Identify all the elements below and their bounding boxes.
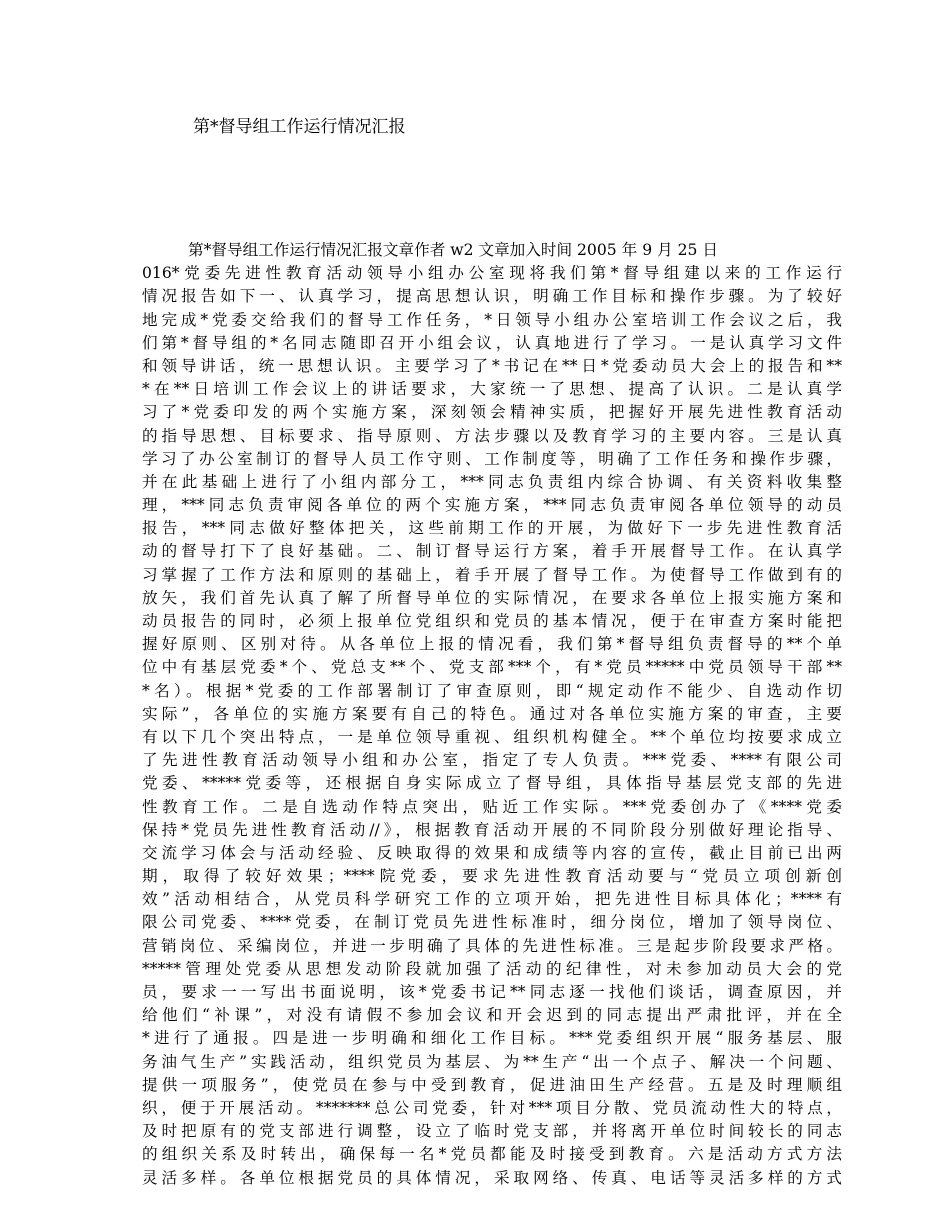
body-text-line: 报告，***同志做好整体把关，这些前期工作的开展，为做好下一步先进性教育活: [142, 519, 842, 538]
body-text-line: 放矢，我们首先认真了解了所督导单位的实际情况，在要求各单位上报实施方案和: [142, 588, 842, 607]
body-text-line: 理，***同志负责审阅各单位的两个实施方案，***同志负责审阅各单位领导的动员: [142, 496, 842, 515]
body-text-line: 提供一项服务”，使党员在参与中受到教育，促进油田生产经营。五是及时理顺组: [142, 1075, 842, 1094]
body-text-line: 动员报告的同时，必须上报单位党组织和党员的基本情况，便于在审查方案时能把: [142, 612, 842, 630]
body-text-line: 的组织关系及时转出，确保每一名*党员都能及时接受到教育。六是活动方式方法: [142, 1145, 842, 1164]
body-text-line: *****管理处党委从思想发动阶段就加强了活动的纪律性，对未参加动员大会的党: [142, 959, 842, 978]
body-text-line: 学习了办公室制订的督导人员工作守则、工作制度等，明确了工作任务和操作步骤，: [142, 449, 842, 468]
body-text-line: 灵活多样。各单位根据党员的具体情况，采取网络、传真、电话等灵活多样的方式: [142, 1168, 842, 1187]
body-text-line: 保持*党员先进性教育活动//》，根据教育活动开展的不同阶段分别做好理论指导、: [142, 820, 842, 839]
body-text-line: 地完成*党委交给我们的督导工作任务，*日领导小组办公室培训工作会议之后，我: [142, 310, 842, 329]
body-text-line: 习了*党委印发的两个实施方案，深刻领会精神实质，把握好开展先进性教育活动: [142, 403, 842, 422]
body-text-line: 及时把原有的党支部进行调整，设立了临时党支部，并将离开单位时间较长的同志: [142, 1122, 842, 1141]
body-text-line: 效”活动相结合，从党员科学研究工作的立项开始，把先进性目标具体化；****有: [142, 890, 842, 909]
body-text-line: 位中有基层党委*个、党总支**个、党支部***个，有*党员*****中党员领导干部**: [142, 658, 842, 677]
body-text-line: 党委、*****党委等，还根据自身实际成立了督导组，具体指导基层党支部的先进: [142, 774, 842, 793]
body-text-line: *在**日培训工作会议上的讲话要求，大家统一了思想、提高了认识。二是认真学: [142, 380, 842, 399]
body-text-line: 限公司党委、****党委，在制订党员先进性标准时，细分岗位，增加了领导岗位、: [142, 913, 842, 932]
body-text-line: 期，取得了较好效果；****院党委，要求先进性教育活动要与“党员立项创新创: [142, 867, 842, 886]
body-text-line: 并在此基础上进行了小组内部分工，***同志负责组内综合协调、有关资料收集整: [142, 472, 842, 491]
document-body: [142, 239, 842, 1190]
body-text-line: 交流学习体会与活动经验、反映取得的效果和成绩等内容的宣传，截止目前已出两: [142, 843, 842, 862]
body-text-line: 们第*督导组的*名同志随即召开小组会议，认真地进行了学习。一是认真学习文件: [142, 333, 842, 352]
body-text-line: 习掌握了工作方法和原则的基础上，着手开展了督导工作。为使督导工作做到有的: [142, 565, 842, 584]
body-text-line: 织，便于开展活动。*******总公司党委，针对***项目分散、党员流动性大的特点，: [142, 1098, 842, 1117]
body-text-line: 员，要求一一写出书面说明，该*党委书记**同志逐一找他们谈话，调查原因，并: [142, 983, 842, 1001]
body-text-line: 性教育工作。二是自选动作特点突出，贴近工作实际。***党委创办了《****党委: [142, 797, 842, 816]
body-text-line: *名）。根据*党委的工作部署制订了审查原则，即“规定动作不能少、自选动作切: [142, 681, 842, 700]
body-text-line: 016*党委先进性教育活动领导小组办公室现将我们第*督导组建以来的工作运行: [142, 264, 842, 283]
body-text-line: 给他们“补课”，对没有请假不参加会议和开会迟到的同志提出严肃批评，并在全: [142, 1006, 842, 1025]
body-text-line: 握好原则、区别对待。从各单位上报的情况看，我们第*督导组负责督导的**个单: [142, 635, 842, 654]
body-text-line: 了先进性教育活动领导小组和办公室，指定了专人负责。***党委、****有限公司: [142, 751, 842, 770]
body-text-line: 动的督导打下了良好基础。二、制订督导运行方案，着手开展督导工作。在认真学: [142, 542, 842, 561]
body-text-line: 情况报告如下一、认真学习，提高思想认识，明确工作目标和操作步骤。为了较好: [142, 287, 842, 306]
body-text-line: 务油气生产”实践活动，组织党员为基层、为**生产“出一个点子、解决一个问题、: [142, 1052, 842, 1071]
body-text-line: 有以下几个突出特点，一是单位领导重视、组织机构健全。**个单位均按要求成立: [142, 727, 842, 746]
body-text-line: *进行了通报。四是进一步明确和细化工作目标。***党委组织开展“服务基层、服: [142, 1029, 842, 1048]
body-text-line: 和领导讲话，统一思想认识。主要学习了*书记在**日*党委动员大会上的报告和**: [142, 356, 842, 375]
body-text-line: 实际”，各单位的实施方案要有自己的特色。通过对各单位实施方案的审查，主要: [142, 704, 842, 723]
body-text-line: 的指导思想、目标要求、指导原则、方法步骤以及教育学习的主要内容。三是认真: [142, 426, 842, 445]
body-text-line: 第*督导组工作运行情况汇报文章作者 w2 文章加入时间 2005 年 9 月 25 日: [188, 241, 719, 259]
document-title: 第*督导组工作运行情况汇报: [193, 117, 406, 137]
body-text-line: 营销岗位、采编岗位，并进一步明确了具体的先进性标准。三是起步阶段要求严格。: [142, 936, 842, 955]
